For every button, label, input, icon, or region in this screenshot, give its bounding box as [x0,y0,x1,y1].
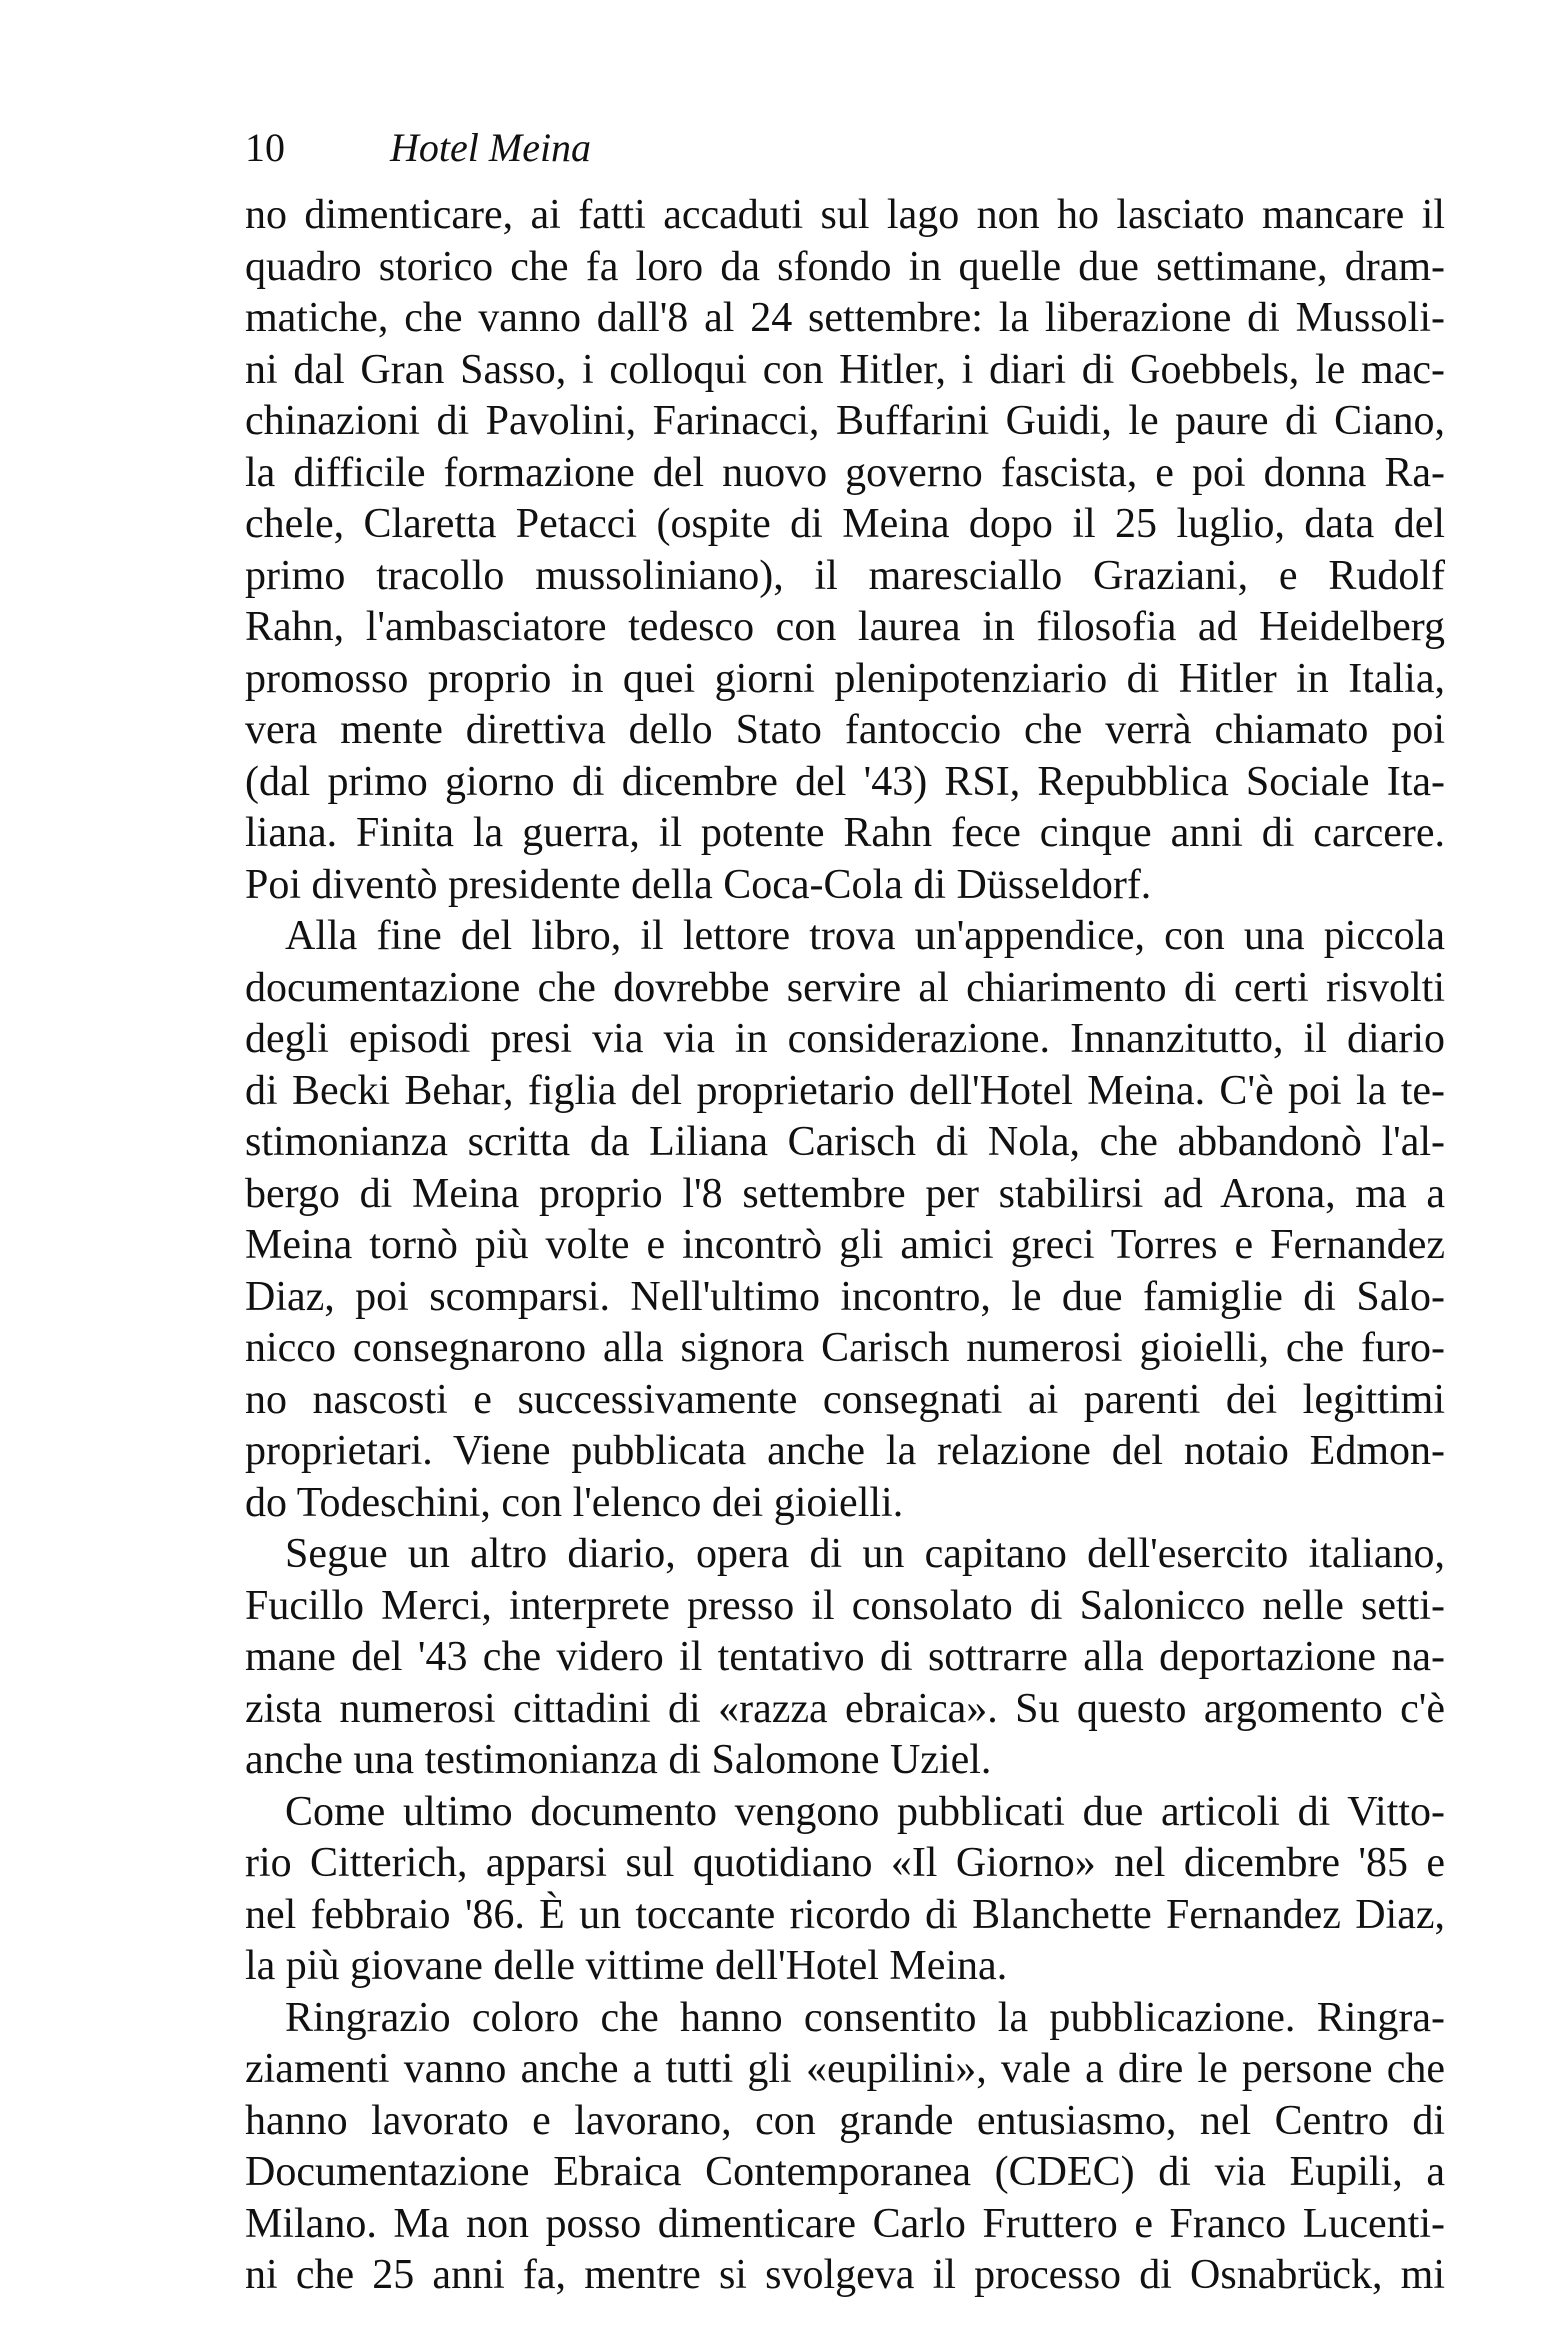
text-line: no nascosti e successivamente consegnati ai parenti dei legittimi [245,1376,1445,1423]
text-line: bergo di Meina proprio l'8 settembre per stabilirsi ad Arona, ma a [245,1170,1445,1217]
text-line: ni che 25 anni fa, mentre si svolgeva il processo di Osnabrück, mi [245,2252,1445,2298]
text-line: la difficile formazione del nuovo governo fascista, e poi donna Ra- [245,449,1445,496]
text-line: di Becki Behar, figlia del proprietario dell'Hotel Meina. C'è poi la te- [245,1067,1445,1114]
text-line: documentazione che dovrebbe servire al chiarimento di certi risvolti [245,964,1445,1011]
text-line: hanno lavorato e lavorano, con grande entusiasmo, nel Centro di [245,2097,1445,2144]
text-line: chele, Claretta Petacci (ospite di Meina dopo il 25 luglio, data del [245,501,1445,547]
text-line: nel febbraio '86. È un toccante ricordo di Blanchette Fernandez Diaz, [245,1891,1445,1938]
text-line: chinazioni di Pavolini, Farinacci, Buffarini Guidi, le paure di Ciano, [245,398,1445,444]
text-line: la più giovane delle vittime dell'Hotel Meina. [245,1943,1008,1989]
text-line: ni dal Gran Sasso, i colloqui con Hitler, i diari di Goebbels, le mac- [245,346,1445,393]
text-line: Documentazione Ebraica Contemporanea (CDEC) di via Eupili, a [245,2149,1445,2195]
text-line: degli episodi presi via via in considerazione. Innanzitutto, il diario [245,1016,1445,1062]
text-line: nicco consegnarono alla signora Carisch numerosi gioielli, che furo- [245,1325,1445,1371]
text-line: Alla fine del libro, il lettore trova un'appendice, con una piccola [285,913,1445,959]
text-line: Segue un altro diario, opera di un capitano dell'esercito italiano, [285,1531,1445,1577]
text-line: quadro storico che fa loro da sfondo in quelle due settimane, dram- [245,243,1445,290]
text-line: mane del '43 che videro il tentativo di sottrarre alla deportazione na- [245,1634,1445,1680]
text-line: Fucillo Merci, interprete presso il consolato di Salonicco nelle setti- [245,1582,1445,1629]
text-line: stimonianza scritta da Liliana Carisch di Nola, che abbandonò l'al- [245,1119,1445,1165]
text-line: (dal primo giorno di dicembre del '43) RSI, Repubblica Sociale Ita- [245,758,1445,805]
text-line: anche una testimonianza di Salomone Uziel. [245,1737,992,1783]
body-text [245,190,1445,2302]
page-number: 10 [245,125,285,170]
text-line: rio Citterich, apparsi sul quotidiano «Il Giorno» nel dicembre '85 e [245,1840,1445,1886]
text-line: Ringrazio coloro che hanno consentito la pubblicazione. Ringra- [285,1994,1445,2041]
text-line: Come ultimo documento vengono pubblicati due articoli di Vitto- [285,1788,1445,1835]
running-title: Hotel Meina [390,125,592,170]
text-line: primo tracollo mussoliniano), il maresciallo Graziani, e Rudolf [245,552,1445,599]
text-line: Rahn, l'ambasciatore tedesco con laurea in filosofia ad Heidelberg [245,604,1445,650]
text-line: zista numerosi cittadini di «razza ebraica». Su questo argomento c'è [245,1685,1445,1732]
text-line: no dimenticare, ai fatti accaduti sul lago non ho lasciato mancare il [245,192,1445,238]
text-line: Diaz, poi scomparsi. Nell'ultimo incontro, le due famiglie di Salo- [245,1273,1445,1320]
text-line: proprietari. Viene pubblicata anche la relazione del notaio Edmon- [245,1428,1445,1474]
text-line: Poi diventò presidente della Coca-Cola di Düsseldorf. [245,861,1152,908]
text-line: liana. Finita la guerra, il potente Rahn fece cinque anni di carcere. [245,810,1445,856]
text-line: promosso proprio in quei giorni plenipotenziario di Hitler in Italia, [245,655,1445,702]
text-line: ziamenti vanno anche a tutti gli «eupilini», vale a dire le persone che [245,2046,1445,2092]
text-line: do Todeschini, con l'elenco dei gioielli. [245,1479,904,1526]
text-line: Milano. Ma non posso dimenticare Carlo Fruttero e Franco Lucenti- [245,2200,1445,2247]
text-line: matiche, che vanno dall'8 al 24 settembre: la liberazione di Mussoli- [245,295,1445,341]
text-line: vera mente direttiva dello Stato fantoccio che verrà chiamato poi [245,707,1445,753]
text-line: Meina tornò più volte e incontrò gli amici greci Torres e Fernandez [245,1222,1445,1268]
